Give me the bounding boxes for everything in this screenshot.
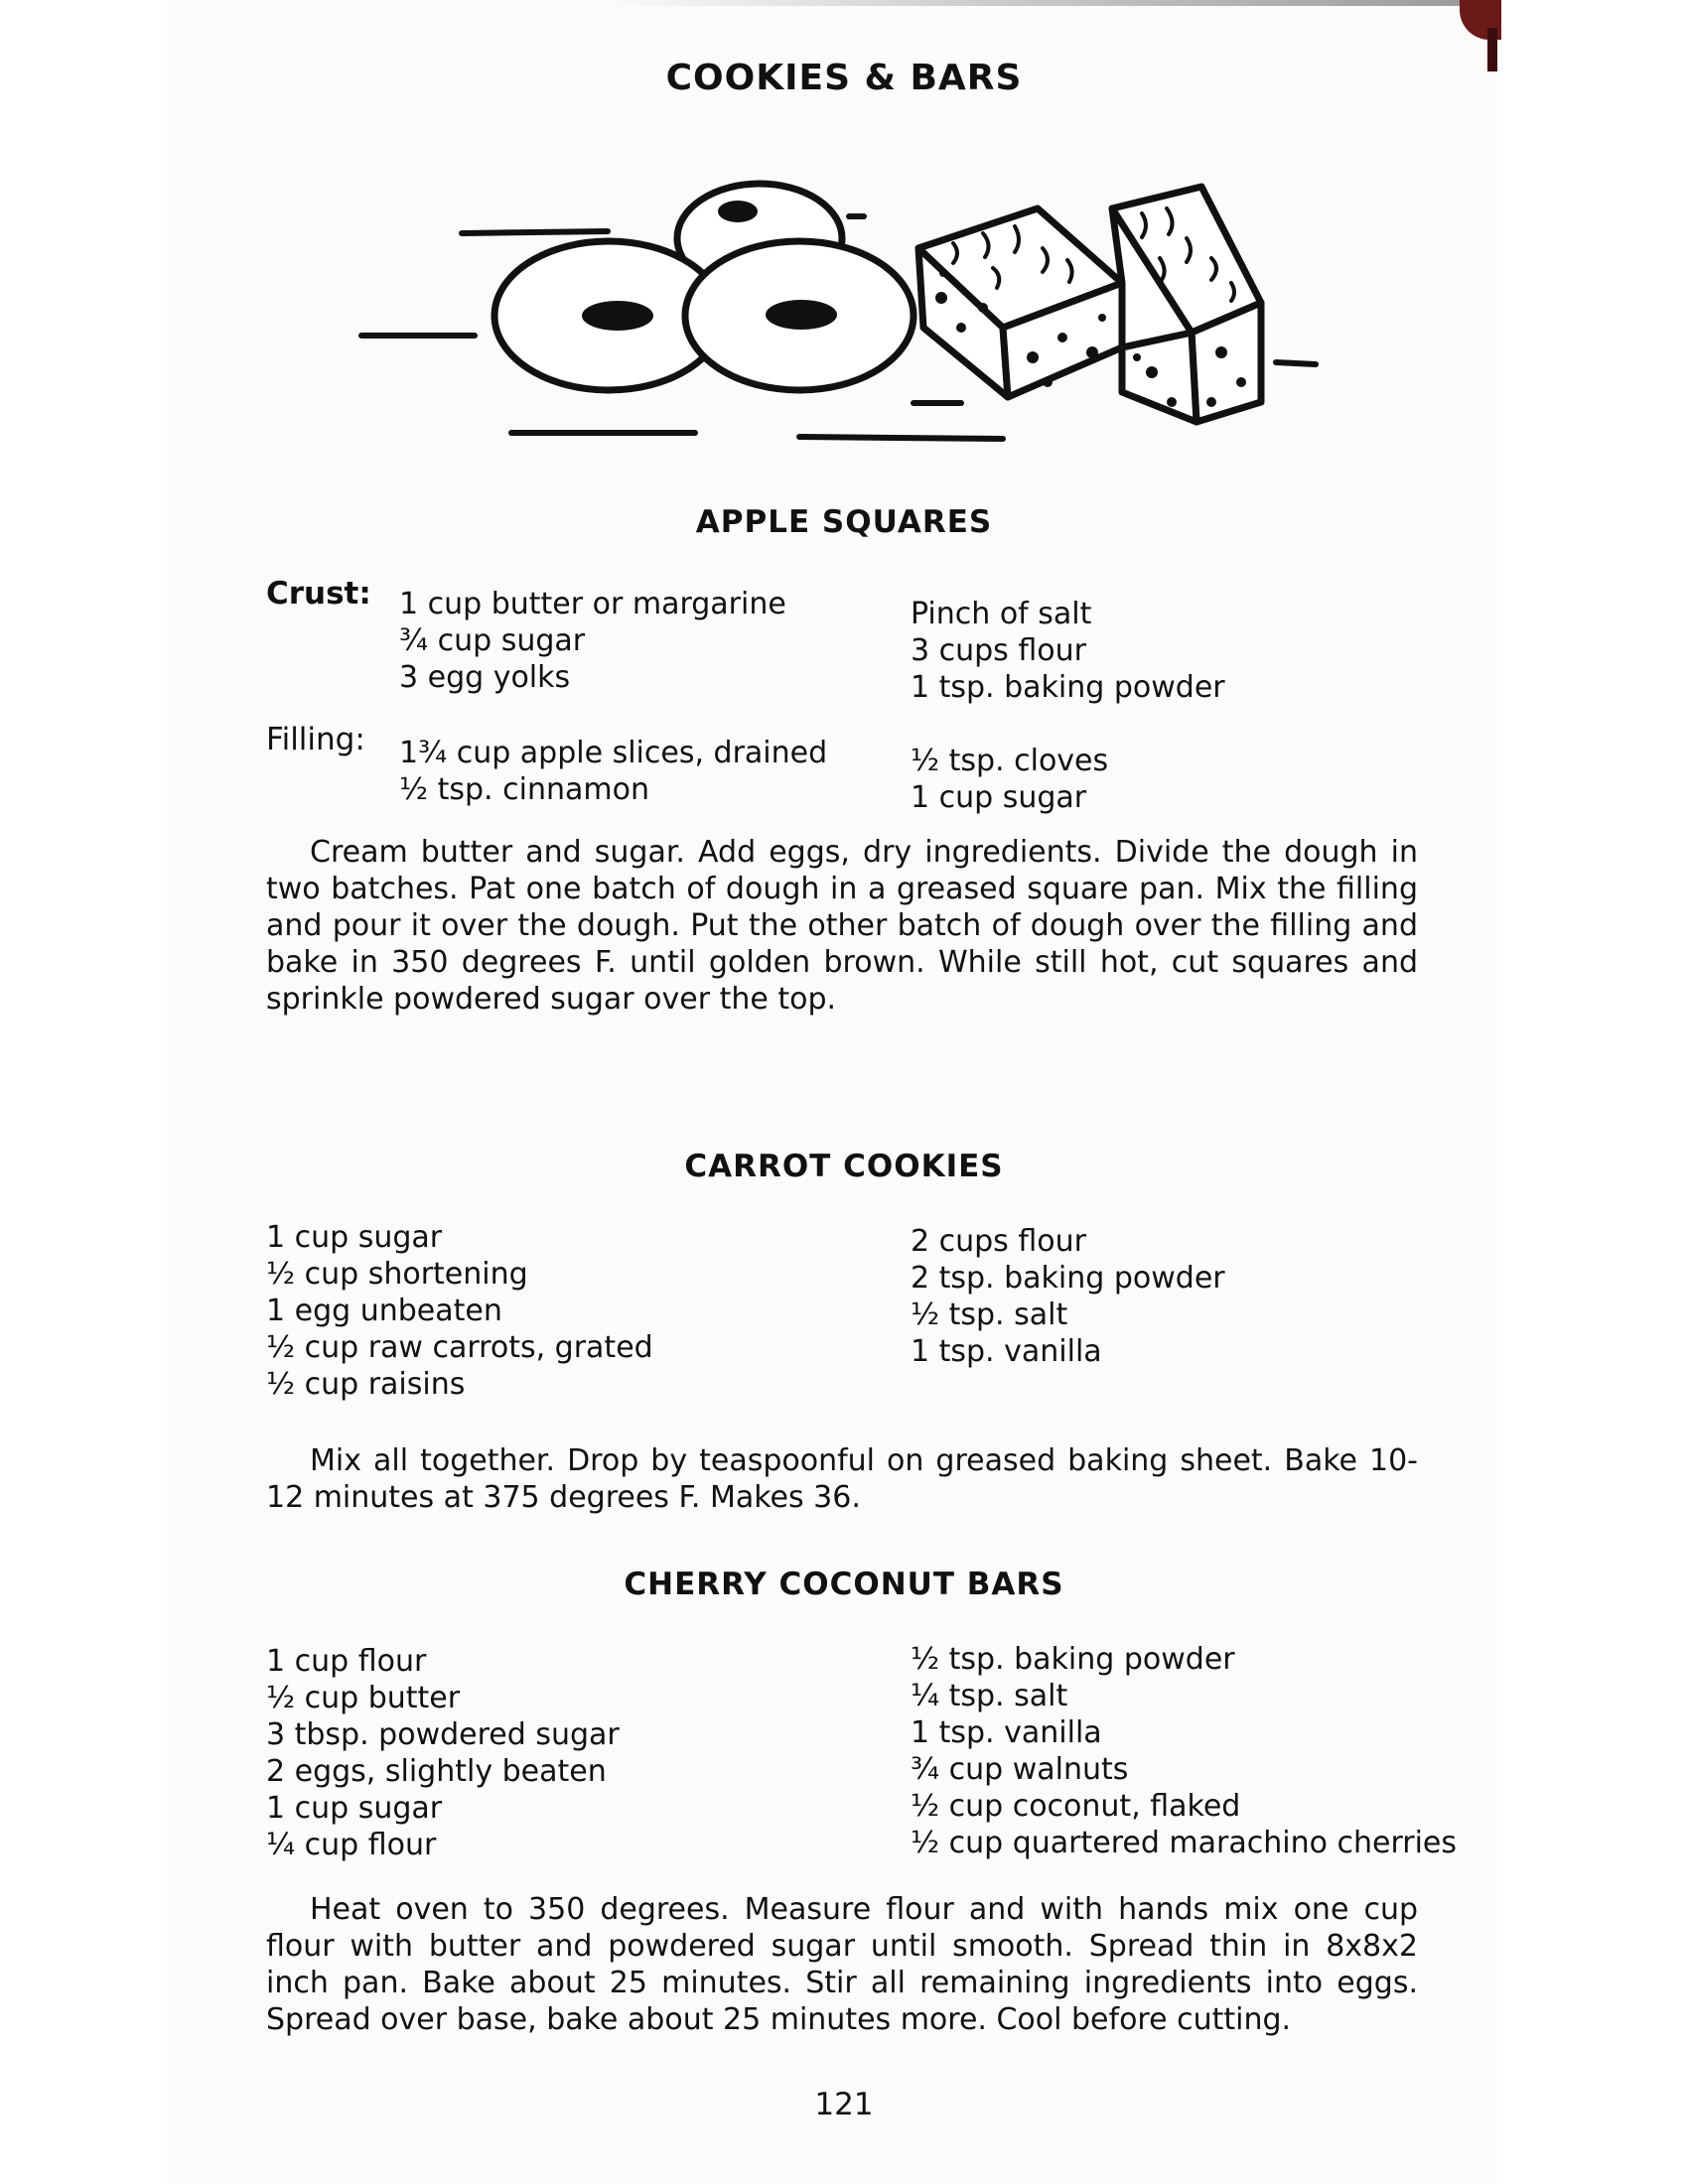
ingredient: ½ tsp. salt bbox=[911, 1297, 1068, 1332]
crust-ingredients-left bbox=[399, 586, 786, 696]
ingredient: ½ cup shortening bbox=[266, 1257, 528, 1292]
ingredient: 3 cups flour bbox=[911, 633, 1086, 668]
ingredient: ½ cup raw carrots, grated bbox=[266, 1330, 653, 1365]
page-edge-shadow bbox=[606, 0, 1479, 6]
recipe-title-carrot-cookies: CARROT COOKIES bbox=[684, 1149, 1004, 1184]
ingredient: Pinch of salt bbox=[911, 597, 1092, 631]
ingredient: ½ cup raisins bbox=[266, 1367, 466, 1402]
carrot-ingredients-left bbox=[266, 1219, 653, 1403]
page-number: 121 bbox=[814, 2087, 874, 2122]
apple-squares-directions: Cream butter and sugar. Add eggs, dry ingredients. Divide the dough in two batches. Pat one batch of dough in a greased square pan. Mix the filling and pour it over the dough. Put the other batch of dough over the filling and bake in 350 degrees F. until golden brown. While still hot, cut squares and sprinkle powdered sugar over the top. bbox=[266, 835, 1418, 1017]
carrot-cookies-directions: Mix all together. Drop by teaspoonful on greased baking sheet. Bake 10-12 minutes at 375 degrees F. Makes 36. bbox=[266, 1443, 1418, 1515]
ingredient: 3 egg yolks bbox=[399, 660, 571, 695]
ingredient: 2 tsp. baking powder bbox=[911, 1261, 1225, 1296]
ingredient: 1 cup flour bbox=[266, 1644, 427, 1679]
page-title: COOKIES & BARS bbox=[665, 58, 1023, 98]
cherry-ingredients-left bbox=[266, 1643, 620, 1863]
cherry-ingredients-right bbox=[911, 1641, 1457, 1861]
ingredient: ½ cup butter bbox=[266, 1681, 461, 1715]
ingredient: 1 egg unbeaten bbox=[266, 1294, 502, 1328]
ingredient: ¾ cup sugar bbox=[399, 623, 586, 658]
carrot-ingredients-right bbox=[911, 1223, 1225, 1370]
recipe-title-cherry-coconut-bars: CHERRY COCONUT BARS bbox=[624, 1567, 1064, 1602]
ingredient: 1 cup butter or margarine bbox=[399, 587, 786, 621]
ingredient: ½ cup coconut, flaked bbox=[911, 1789, 1241, 1824]
ingredient: 2 cups flour bbox=[911, 1224, 1086, 1259]
filling-label: Filling: bbox=[266, 722, 365, 757]
filling-ingredients-right bbox=[911, 743, 1108, 816]
ingredient: 1 tsp. baking powder bbox=[911, 670, 1225, 705]
ingredient: 3 tbsp. powdered sugar bbox=[266, 1717, 620, 1752]
ingredient: 1 tsp. vanilla bbox=[911, 1334, 1102, 1369]
ingredient: 1 cup sugar bbox=[911, 780, 1087, 815]
ingredient: 2 eggs, slightly beaten bbox=[266, 1754, 607, 1789]
ingredient: ½ cup quartered marachino cherries bbox=[911, 1826, 1458, 1860]
cookies-and-bars-illustration-icon bbox=[348, 179, 1370, 477]
ingredient: 1 tsp. vanilla bbox=[911, 1715, 1102, 1750]
ingredient: ½ tsp. baking powder bbox=[911, 1642, 1235, 1677]
ingredient: 1 cup sugar bbox=[266, 1220, 443, 1255]
crust-label: Crust: bbox=[266, 576, 371, 612]
ingredient: ¼ cup flour bbox=[266, 1828, 437, 1862]
ingredient: ¾ cup walnuts bbox=[911, 1752, 1129, 1787]
filling-ingredients-left bbox=[399, 735, 827, 808]
recipe-title-apple-squares: APPLE SQUARES bbox=[695, 504, 993, 540]
ingredient: 1 cup sugar bbox=[266, 1791, 443, 1826]
crust-ingredients-right bbox=[911, 596, 1225, 706]
ingredient: ½ tsp. cinnamon bbox=[399, 772, 649, 807]
ingredient: 1¾ cup apple slices, drained bbox=[399, 736, 828, 770]
ingredient: ¼ tsp. salt bbox=[911, 1679, 1068, 1713]
ingredient: ½ tsp. cloves bbox=[911, 744, 1109, 778]
cherry-coconut-bars-directions: Heat oven to 350 degrees. Measure flour and with hands mix one cup flour with butter and powdered sugar until smooth. Spread thin in 8x8x2 inch pan. Bake about 25 minutes. Stir all remaining ingredients into eggs. Spread over base, bake about 25 minutes more. Cool before cutting. bbox=[266, 1892, 1418, 2037]
